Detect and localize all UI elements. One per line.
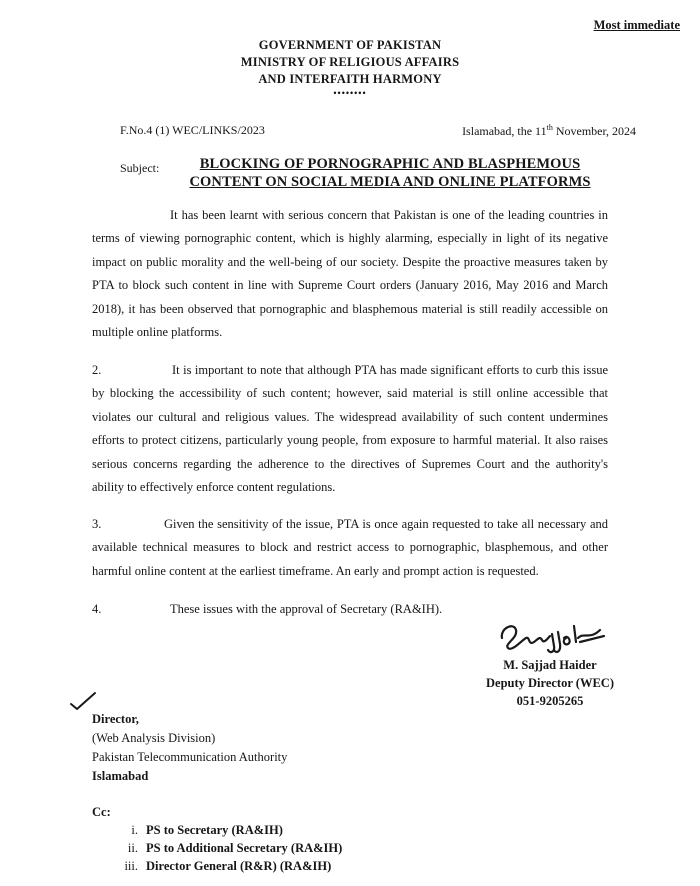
addressee-organization: Pakistan Telecommunication Authority: [92, 750, 288, 764]
addressee-division: (Web Analysis Division): [92, 731, 216, 745]
header-interfaith: AND INTERFAITH HARMONY: [258, 72, 442, 86]
file-number: F.No.4 (1) WEC/LINKS/2023: [120, 123, 265, 137]
letter-date: [462, 123, 636, 139]
subject-line-2: CONTENT ON SOCIAL MEDIA AND ONLINE PLATFORMS: [189, 174, 591, 190]
cc-item: [110, 823, 283, 838]
addressee-city: Islamabad: [92, 769, 149, 783]
addressee-title: Director,: [92, 712, 139, 726]
cc-item: [110, 841, 342, 856]
paragraph-2-text: It is important to note that although PTA has made significant efforts to curb this issue by blocking the accessibility of such content; however, said material is still online accessible that violates our cultural and religious values. The widespread availability of such content undermines efforts to protect citizens, particularly young people, from exposure to harmful material. It also raises serious concerns regarding the adherence to the directives of Supremes Court and the authority's ability to effectively enforce content regulations.: [92, 363, 608, 495]
cc-item-text: PS to Secretary (RA&IH): [146, 823, 283, 837]
checkmark-icon: [68, 690, 98, 712]
paragraph-3-text: Given the sensitivity of the issue, PTA is once again requested to take all necessary and available technical measures to block and restrict access to pornographic, blasphemous, and other harmful online content at the earliest timeframe. An early and prompt action is requested.: [92, 517, 608, 578]
paragraph-4-number: 4.: [92, 602, 102, 616]
paragraph-2: [92, 359, 608, 499]
cc-item-number: iii.: [124, 859, 138, 873]
handwritten-signature: [492, 608, 612, 658]
header-government: GOVERNMENT OF PAKISTAN: [258, 38, 442, 52]
header-ministry: MINISTRY OF RELIGIOUS AFFAIRS: [240, 55, 460, 69]
signatory-phone: 051-9205265: [516, 694, 584, 708]
cc-item-number: i.: [131, 823, 138, 837]
priority-marking: Most immediate: [593, 18, 680, 32]
signatory-title: Deputy Director (WEC): [486, 676, 614, 690]
cc-item-text: PS to Additional Secretary (RA&IH): [146, 841, 343, 855]
cc-item-text: Director General (R&R) (RA&IH): [146, 859, 332, 873]
paragraph-3-number: 3.: [92, 517, 102, 531]
date-suffix: th: [546, 123, 553, 132]
subject-label: Subject:: [120, 161, 160, 175]
paragraph-2-number: 2.: [92, 363, 102, 377]
cc-item-number: ii.: [127, 841, 138, 855]
subject-line-1: BLOCKING OF PORNOGRAPHIC AND BLASPHEMOUS: [199, 156, 581, 172]
header-stars: ••••••••: [333, 88, 367, 98]
cc-label: Cc:: [92, 805, 111, 819]
paragraph-1: It has been learnt with serious concern that Pakistan is one of the leading countries in terms of viewing pornographic content, which is highly alarming, especially in light of its negative impact on public morality and the well-being of our society. Despite the proactive measures taken by PTA to block such content in line with Supreme Court orders (January 2016, May 2016 and March 2018), it has been observed that pornographic and blasphemous material is still readily accessible on multiple online platforms.: [92, 208, 608, 340]
cc-item: [110, 859, 331, 874]
date-prefix: Islamabad, the 11: [462, 124, 547, 138]
paragraph-3: [92, 513, 608, 583]
paragraph-4-text: These issues with the approval of Secretary (RA&IH).: [170, 602, 443, 616]
date-rest: November, 2024: [552, 124, 636, 138]
signatory-name: M. Sajjad Haider: [503, 658, 597, 672]
